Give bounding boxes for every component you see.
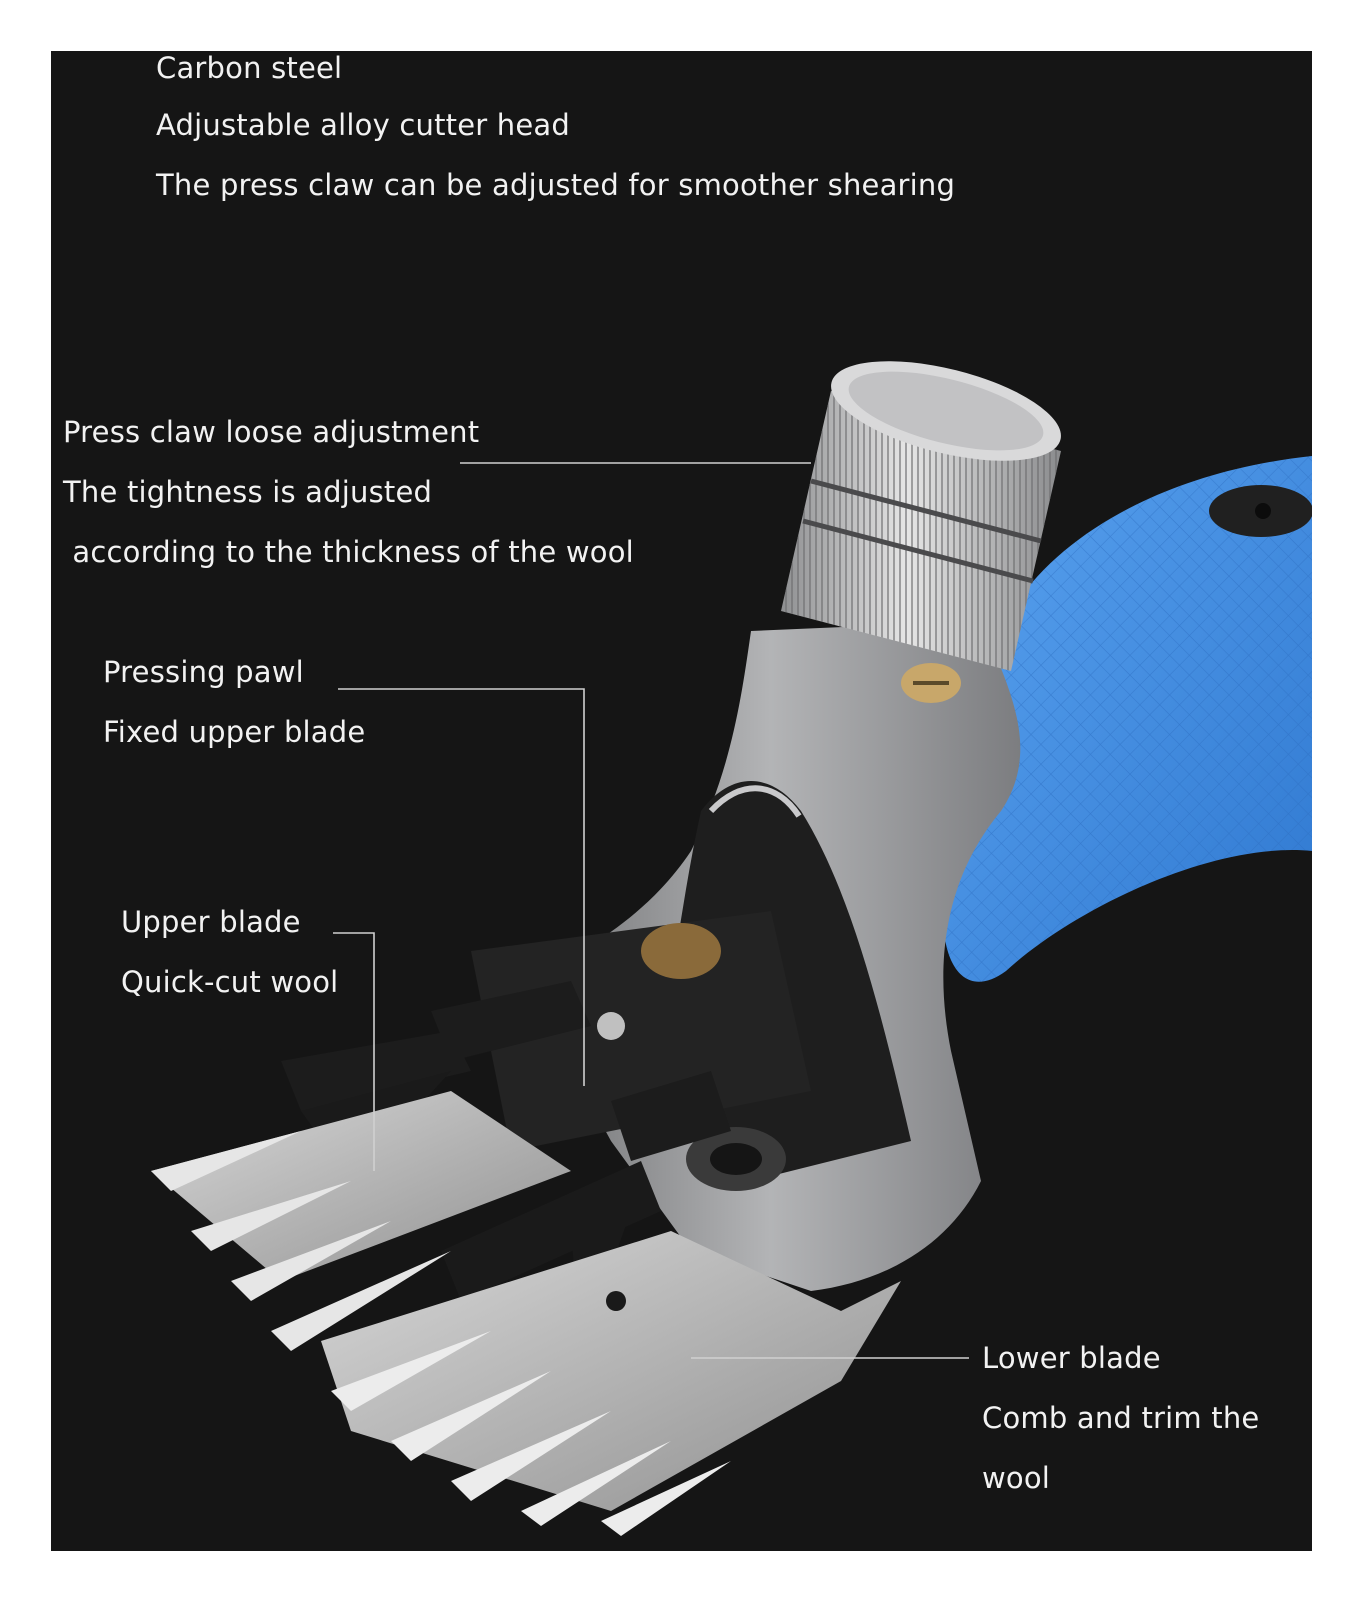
callout-lower-blade-line-2: Comb and trim the: [982, 1401, 1260, 1435]
callout-press-claw-title: Press claw loose adjustment: [63, 415, 480, 449]
callout-press-claw-line-3: according to the thickness of the wool: [63, 535, 634, 569]
header-line-material: Carbon steel: [156, 51, 343, 85]
callout-pressing-pawl-line-2: Fixed upper blade: [103, 715, 366, 749]
callout-upper-blade-title: Upper blade: [121, 905, 301, 939]
callout-lower-blade-line-3: wool: [982, 1461, 1051, 1495]
sheep-shear-illustration: [51, 51, 1312, 1551]
callout-press-claw-line-2: The tightness is adjusted: [63, 475, 433, 509]
header-line-press-claw: The press claw can be adjusted for smoother shearing: [156, 168, 956, 202]
callout-lower-blade-title: Lower blade: [982, 1341, 1161, 1375]
callout-upper-blade-line-2: Quick-cut wool: [121, 965, 339, 999]
product-image-panel: [51, 51, 1312, 1551]
header-line-cutter-head: Adjustable alloy cutter head: [156, 108, 571, 142]
callout-pressing-pawl-title: Pressing pawl: [103, 655, 304, 689]
